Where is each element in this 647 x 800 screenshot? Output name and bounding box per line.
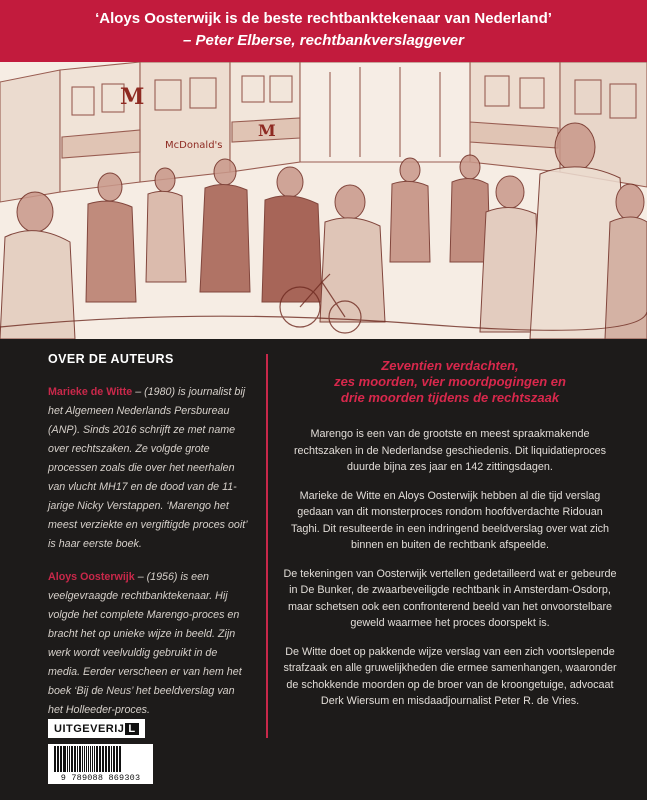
author-bio-text: – (1980) is journalist bij het Algemeen Nederlands Persbureau (ANP). Sinds 2016 schrijft ze met name over rechtszaken. Ze volgde grote processen zoals die over het neerhalen van vlucht MH17 en de dood van de 11-jarige Nicky Verstappen. ‘Marengo het meest verziekte en vergiftigde proces ooit’ is haar eerste boek. [48, 386, 248, 550]
blurb-paragraph: De tekeningen van Oosterwijk vertellen gedetailleerd wat er gebeurde in De Bunker, de zwaarbeveiligde rechtbank in Amsterdam-Osdorp, maar schetsen ook een confronterend beeld van het onvoorstelbare geweld waarmee het proces doorspekt is. [283, 567, 617, 629]
publisher-logo [48, 719, 145, 738]
author-name: Marieke de Witte [48, 386, 133, 398]
sign-mcdonalds: McDonald's [165, 140, 223, 151]
tagline-line: Zeventien verdachten, [381, 358, 519, 373]
barcode-bar [71, 746, 73, 772]
blurb [283, 358, 617, 722]
barcode-bar [82, 746, 83, 772]
barcode-bar [92, 746, 93, 772]
barcode-bar [90, 746, 91, 772]
barcode-bar [105, 746, 107, 772]
quote-text: ‘Aloys Oosterwijk is de beste rechtbanktekenaar van Nederland’ [95, 10, 552, 27]
author-bio-text: – (1956) is een veelgevraagde rechtbanktekenaar. Hij volgde het complete Marengo-proces en bracht het op unieke wijze in beeld. Zijn werk wordt veelvuldig gebruikt in de media. Eerder verscheen er van hem het boek ‘Bij de Neus’ het beeldverslag van het Holleeder-proces. [48, 571, 242, 716]
section-heading: OVER DE AUTEURS [48, 352, 174, 366]
author-bio-de-witte [48, 383, 248, 554]
barcode-bar [113, 746, 115, 772]
barcode-bar [119, 746, 121, 772]
blurb-paragraph: Marengo is een van de grootste en meest spraakmakende rechtszaken in de Nederlandse geschiedenis. Dit liquidatieproces duurde bijna zes jaar en 142 zittingsdagen. [293, 428, 607, 473]
about-authors [48, 352, 248, 734]
barcode-bar [88, 746, 89, 772]
barcode-bar [79, 746, 81, 772]
street-crowd-illustration [0, 62, 647, 339]
isbn-number: 9 789088 869303 [60, 773, 141, 783]
author-bio-oosterwijk [48, 568, 248, 720]
quote-banner [0, 0, 647, 62]
author-name: Aloys Oosterwijk [48, 571, 135, 583]
barcode-bar [60, 746, 62, 772]
barcode-bar [77, 746, 78, 772]
barcode-bar [74, 746, 76, 772]
tagline [283, 358, 617, 406]
blurb-paragraph: De Witte doet op pakkende wijze verslag van een zich voortslepende strafzaak en alle gruwelijkheden die ermee samenhangen, waaronder de schokkende moorden op de broer van de kroongetuige, advocaat Derk Wiersum en misdaadjournalist Peter R. de Vries. [283, 645, 617, 707]
barcode-bar [116, 746, 118, 772]
barcode-bars [48, 744, 153, 774]
blurb-paragraph: Marieke de Witte en Aloys Oosterwijk hebben al die tijd verslag gedaan van dit monsterproces rondom hoofdverdachte Ridouan Taghi. Dit resulteerde in een indringend beeldverslag over wat zich binnen en buiten de rechtbank afspeelde. [290, 489, 610, 551]
barcode-bar [63, 746, 66, 772]
barcode-bar [84, 746, 85, 772]
barcode-bar [67, 746, 68, 772]
barcode-bar [99, 746, 101, 772]
barcode-bar [54, 746, 56, 772]
sketch-drawing [0, 62, 647, 339]
barcode-bar [96, 746, 98, 772]
quote-attribution: – Peter Elberse, rechtbankverslaggever [183, 32, 464, 49]
column-divider [266, 354, 268, 738]
publisher-mark: L [125, 723, 138, 735]
barcode-bar [111, 746, 112, 772]
barcode-bar [108, 746, 110, 772]
barcode-bar [94, 746, 95, 772]
barcode-bar [102, 746, 104, 772]
tagline-line: drie moorden tijdens de rechtszaak [340, 390, 560, 405]
barcode-bar [69, 746, 70, 772]
publisher-name: UITGEVERIJ [54, 723, 125, 735]
svg-text:M: M [258, 121, 276, 140]
barcode-bar [57, 746, 59, 772]
isbn-barcode [48, 744, 153, 784]
tagline-line: zes moorden, vier moordpogingen en [334, 374, 566, 389]
sign-m: M [120, 84, 145, 110]
barcode-bar [86, 746, 87, 772]
